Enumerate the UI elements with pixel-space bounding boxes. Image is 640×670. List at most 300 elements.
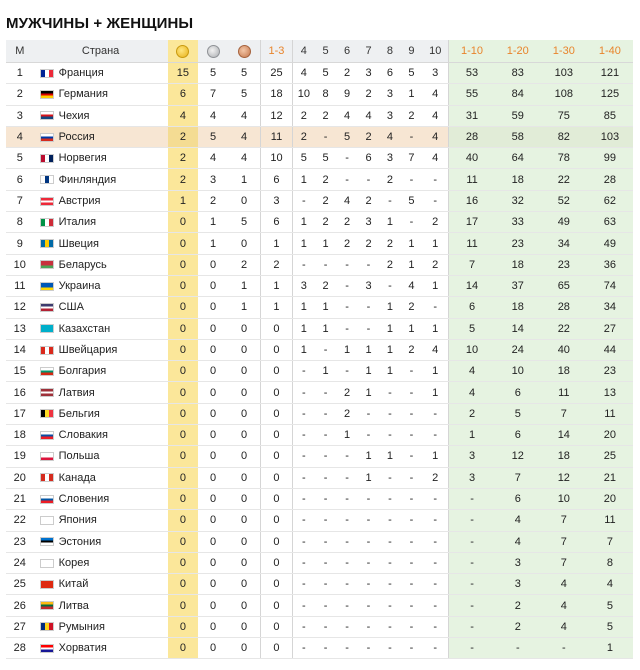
- cell-top10: 3: [449, 467, 495, 488]
- cell-top40: 1: [587, 638, 633, 659]
- cell-bronze: 5: [228, 63, 261, 84]
- cell-p7: 3: [358, 212, 379, 233]
- cell-p6: -: [336, 467, 357, 488]
- cell-p5: 2: [315, 169, 336, 190]
- cell-p10: -: [422, 574, 449, 595]
- cell-silver: 0: [198, 297, 228, 318]
- cell-top30: 7: [541, 531, 587, 552]
- cell-top30: 7: [541, 552, 587, 573]
- cell-top3: 0: [261, 425, 293, 446]
- col-silver[interactable]: [198, 40, 228, 63]
- country-name[interactable]: Хорватия: [58, 642, 107, 655]
- cell-country[interactable]: [34, 616, 168, 637]
- cell-country[interactable]: [34, 254, 168, 275]
- cell-p5: 1: [315, 361, 336, 382]
- cell-rank: 12: [6, 297, 34, 318]
- cell-p8: -: [379, 552, 400, 573]
- cell-top40: 25: [587, 446, 633, 467]
- cell-bronze: 0: [228, 595, 261, 616]
- cell-country[interactable]: [34, 169, 168, 190]
- country-name[interactable]: Чехия: [58, 109, 90, 122]
- country-name[interactable]: Япония: [58, 514, 97, 527]
- cell-top10: 16: [449, 190, 495, 211]
- country-flag-icon: [40, 239, 54, 248]
- cell-silver: 0: [198, 552, 228, 573]
- cell-top20: 23: [495, 233, 541, 254]
- cell-p8: 3: [379, 148, 400, 169]
- table-row[interactable]: [6, 510, 633, 531]
- cell-p8: -: [379, 510, 400, 531]
- cell-top10: -: [449, 531, 495, 552]
- cell-top3: 2: [261, 254, 293, 275]
- country-flag-icon: [40, 388, 54, 397]
- cell-country[interactable]: [34, 531, 168, 552]
- table-row[interactable]: [6, 425, 633, 446]
- cell-top20: 3: [495, 552, 541, 573]
- col-top30[interactable]: 1-30: [541, 40, 587, 63]
- cell-country[interactable]: [34, 212, 168, 233]
- cell-silver: 4: [198, 148, 228, 169]
- cell-p8: -: [379, 574, 400, 595]
- country-name[interactable]: Корея: [58, 556, 90, 569]
- cell-top20: 6: [495, 425, 541, 446]
- table-row[interactable]: [6, 63, 633, 84]
- country-name[interactable]: Словения: [58, 493, 110, 506]
- table-row[interactable]: [6, 148, 633, 169]
- cell-p8: 6: [379, 63, 400, 84]
- cell-p9: 4: [401, 275, 422, 296]
- cell-rank: 21: [6, 488, 34, 509]
- cell-p7: 2: [358, 233, 379, 254]
- cell-top20: 64: [495, 148, 541, 169]
- cell-country[interactable]: [34, 126, 168, 147]
- cell-top30: -: [541, 638, 587, 659]
- cell-bronze: 1: [228, 275, 261, 296]
- col-bronze[interactable]: [228, 40, 261, 63]
- cell-p8: 1: [379, 339, 400, 360]
- cell-p4: -: [292, 510, 315, 531]
- cell-top40: 99: [587, 148, 633, 169]
- cell-p8: -: [379, 638, 400, 659]
- cell-silver: 1: [198, 233, 228, 254]
- cell-top10: 31: [449, 105, 495, 126]
- cell-top40: 85: [587, 105, 633, 126]
- cell-top20: 83: [495, 63, 541, 84]
- cell-silver: 0: [198, 595, 228, 616]
- cell-p7: -: [358, 616, 379, 637]
- country-flag-icon: [40, 197, 54, 206]
- cell-country[interactable]: [34, 510, 168, 531]
- cell-top10: 55: [449, 84, 495, 105]
- cell-country[interactable]: [34, 403, 168, 424]
- country-name[interactable]: Италия: [58, 216, 97, 229]
- cell-bronze: 0: [228, 446, 261, 467]
- cell-top20: 12: [495, 446, 541, 467]
- cell-top40: 20: [587, 488, 633, 509]
- country-name[interactable]: Эстония: [58, 535, 102, 548]
- cell-top20: 18: [495, 169, 541, 190]
- cell-top10: 11: [449, 169, 495, 190]
- cell-bronze: 4: [228, 148, 261, 169]
- cell-top40: 8: [587, 552, 633, 573]
- table-row[interactable]: [6, 212, 633, 233]
- cell-country[interactable]: [34, 190, 168, 211]
- cell-top3: 0: [261, 552, 293, 573]
- table-row[interactable]: [6, 339, 633, 360]
- cell-rank: 5: [6, 148, 34, 169]
- col-top20[interactable]: 1-20: [495, 40, 541, 63]
- cell-rank: 19: [6, 446, 34, 467]
- cell-top20: 4: [495, 510, 541, 531]
- cell-p6: -: [336, 275, 357, 296]
- cell-p10: 2: [422, 254, 449, 275]
- col-p5[interactable]: 5: [315, 40, 336, 63]
- country-name[interactable]: Румыния: [58, 620, 105, 633]
- cell-country[interactable]: [34, 446, 168, 467]
- cell-p5: 5: [315, 63, 336, 84]
- country-name[interactable]: Китай: [58, 578, 89, 591]
- cell-top3: 1: [261, 297, 293, 318]
- cell-p5: -: [315, 403, 336, 424]
- cell-country[interactable]: [34, 297, 168, 318]
- cell-country[interactable]: [34, 84, 168, 105]
- cell-top30: 78: [541, 148, 587, 169]
- cell-top40: 7: [587, 531, 633, 552]
- cell-top40: 11: [587, 403, 633, 424]
- cell-silver: 0: [198, 254, 228, 275]
- cell-country[interactable]: [34, 638, 168, 659]
- cell-rank: 17: [6, 403, 34, 424]
- cell-country[interactable]: [34, 488, 168, 509]
- col-p9[interactable]: 9: [401, 40, 422, 63]
- cell-top3: 18: [261, 84, 293, 105]
- cell-p9: 2: [401, 339, 422, 360]
- table-row[interactable]: [6, 254, 633, 275]
- cell-top30: 65: [541, 275, 587, 296]
- table-row[interactable]: [6, 488, 633, 509]
- cell-p10: -: [422, 510, 449, 531]
- cell-silver: 5: [198, 63, 228, 84]
- cell-top20: 3: [495, 574, 541, 595]
- cell-silver: 0: [198, 339, 228, 360]
- table-row[interactable]: [6, 126, 633, 147]
- table-row[interactable]: [6, 361, 633, 382]
- cell-p4: -: [292, 425, 315, 446]
- cell-silver: 2: [198, 190, 228, 211]
- cell-p8: -: [379, 275, 400, 296]
- country-name[interactable]: Украина: [58, 280, 101, 293]
- cell-p4: 4: [292, 63, 315, 84]
- table-row[interactable]: [6, 446, 633, 467]
- cell-country[interactable]: [34, 382, 168, 403]
- col-p6[interactable]: 6: [336, 40, 357, 63]
- cell-rank: 25: [6, 574, 34, 595]
- country-flag-icon: [40, 367, 54, 376]
- cell-p6: -: [336, 169, 357, 190]
- cell-country[interactable]: [34, 467, 168, 488]
- cell-top10: 4: [449, 382, 495, 403]
- cell-p9: -: [401, 552, 422, 573]
- cell-top3: 0: [261, 595, 293, 616]
- cell-gold: 0: [168, 531, 199, 552]
- cell-country[interactable]: [34, 233, 168, 254]
- cell-p5: 1: [315, 233, 336, 254]
- table-row[interactable]: [6, 169, 633, 190]
- cell-top40: 34: [587, 297, 633, 318]
- cell-gold: 0: [168, 574, 199, 595]
- country-name[interactable]: Польша: [58, 450, 100, 463]
- country-name[interactable]: Казахстан: [58, 322, 111, 335]
- cell-p9: -: [401, 638, 422, 659]
- country-name[interactable]: Беларусь: [58, 258, 107, 271]
- table-row[interactable]: [6, 318, 633, 339]
- country-name[interactable]: Австрия: [58, 194, 101, 207]
- cell-p5: 2: [315, 105, 336, 126]
- table-row[interactable]: [6, 467, 633, 488]
- cell-top20: 18: [495, 254, 541, 275]
- cell-gold: 0: [168, 446, 199, 467]
- table-row[interactable]: [6, 552, 633, 573]
- cell-p7: 6: [358, 148, 379, 169]
- country-flag-icon: [40, 154, 54, 163]
- cell-p9: -: [401, 212, 422, 233]
- country-flag-icon: [40, 69, 54, 78]
- cell-p8: -: [379, 425, 400, 446]
- cell-country[interactable]: [34, 361, 168, 382]
- cell-p8: 1: [379, 361, 400, 382]
- cell-country[interactable]: [34, 63, 168, 84]
- cell-top40: 49: [587, 233, 633, 254]
- cell-top20: 84: [495, 84, 541, 105]
- cell-silver: 0: [198, 467, 228, 488]
- cell-gold: 0: [168, 254, 199, 275]
- table-row[interactable]: [6, 382, 633, 403]
- cell-gold: 0: [168, 510, 199, 531]
- country-name[interactable]: Канада: [58, 471, 96, 484]
- col-gold[interactable]: [168, 40, 199, 63]
- cell-country[interactable]: [34, 574, 168, 595]
- cell-p6: -: [336, 446, 357, 467]
- cell-top10: -: [449, 595, 495, 616]
- cell-silver: 0: [198, 574, 228, 595]
- cell-top20: -: [495, 638, 541, 659]
- cell-gold: 0: [168, 488, 199, 509]
- cell-gold: 0: [168, 382, 199, 403]
- cell-p9: -: [401, 616, 422, 637]
- country-name[interactable]: Словакия: [58, 429, 108, 442]
- cell-p4: 1: [292, 212, 315, 233]
- cell-p9: 2: [401, 297, 422, 318]
- cell-p8: 2: [379, 233, 400, 254]
- cell-p10: -: [422, 169, 449, 190]
- cell-gold: 0: [168, 467, 199, 488]
- cell-top20: 5: [495, 403, 541, 424]
- cell-p6: 4: [336, 190, 357, 211]
- cell-top20: 10: [495, 361, 541, 382]
- col-top10[interactable]: 1-10: [449, 40, 495, 63]
- cell-silver: 0: [198, 318, 228, 339]
- cell-top40: 23: [587, 361, 633, 382]
- cell-gold: 0: [168, 616, 199, 637]
- cell-bronze: 5: [228, 84, 261, 105]
- country-name[interactable]: Норвегия: [58, 152, 107, 165]
- country-name[interactable]: Швейцария: [58, 344, 118, 356]
- table-row[interactable]: [6, 105, 633, 126]
- cell-p9: 1: [401, 254, 422, 275]
- cell-top3: 1: [261, 233, 293, 254]
- cell-p8: 1: [379, 212, 400, 233]
- cell-top3: 0: [261, 446, 293, 467]
- cell-p7: 1: [358, 446, 379, 467]
- country-name[interactable]: Бельгия: [58, 407, 100, 420]
- col-p8[interactable]: 8: [379, 40, 400, 63]
- table-row[interactable]: [6, 84, 633, 105]
- col-p4[interactable]: 4: [292, 40, 315, 63]
- cell-p6: 9: [336, 84, 357, 105]
- cell-top3: 10: [261, 148, 293, 169]
- cell-p5: -: [315, 595, 336, 616]
- cell-p5: -: [315, 510, 336, 531]
- cell-p8: -: [379, 531, 400, 552]
- table-row[interactable]: [6, 595, 633, 616]
- cell-top20: 6: [495, 382, 541, 403]
- cell-gold: 0: [168, 425, 199, 446]
- cell-rank: 6: [6, 169, 34, 190]
- table-row[interactable]: [6, 531, 633, 552]
- cell-top30: 11: [541, 382, 587, 403]
- cell-bronze: 2: [228, 254, 261, 275]
- country-name[interactable]: Франция: [58, 67, 104, 80]
- cell-p6: -: [336, 531, 357, 552]
- country-name[interactable]: Германия: [58, 88, 108, 101]
- cell-top30: 23: [541, 254, 587, 275]
- cell-rank: 4: [6, 126, 34, 147]
- cell-p5: -: [315, 254, 336, 275]
- cell-p8: 2: [379, 254, 400, 275]
- country-name[interactable]: Латвия: [58, 386, 95, 399]
- cell-bronze: 0: [228, 574, 261, 595]
- cell-top30: 82: [541, 126, 587, 147]
- table-row[interactable]: [6, 574, 633, 595]
- table-row[interactable]: [6, 403, 633, 424]
- cell-top30: 28: [541, 297, 587, 318]
- cell-rank: 28: [6, 638, 34, 659]
- cell-p10: 2: [422, 467, 449, 488]
- cell-country[interactable]: [34, 275, 168, 296]
- cell-p10: -: [422, 403, 449, 424]
- country-name[interactable]: Россия: [58, 131, 95, 144]
- cell-country[interactable]: [34, 105, 168, 126]
- cell-gold: 15: [168, 63, 199, 84]
- cell-country[interactable]: [34, 425, 168, 446]
- country-name[interactable]: США: [58, 301, 84, 314]
- col-rank[interactable]: М: [6, 40, 34, 63]
- cell-p9: -: [401, 595, 422, 616]
- cell-country[interactable]: [34, 595, 168, 616]
- cell-p5: -: [315, 531, 336, 552]
- cell-p4: 5: [292, 148, 315, 169]
- cell-p6: -: [336, 254, 357, 275]
- table-row[interactable]: [6, 638, 633, 659]
- cell-p9: -: [401, 361, 422, 382]
- table-row[interactable]: [6, 275, 633, 296]
- cell-p9: -: [401, 574, 422, 595]
- cell-top30: 108: [541, 84, 587, 105]
- cell-gold: 0: [168, 212, 199, 233]
- cell-p5: -: [315, 339, 336, 360]
- country-name[interactable]: Швеция: [58, 237, 99, 250]
- cell-p10: 1: [422, 361, 449, 382]
- cell-country[interactable]: [34, 552, 168, 573]
- col-top3[interactable]: 1-3: [261, 40, 293, 63]
- cell-p7: 3: [358, 63, 379, 84]
- table-row[interactable]: [6, 190, 633, 211]
- cell-p10: -: [422, 638, 449, 659]
- cell-p8: 4: [379, 126, 400, 147]
- country-flag-icon: [40, 90, 54, 99]
- cell-top20: 7: [495, 467, 541, 488]
- country-flag-icon: [40, 260, 54, 269]
- table-row[interactable]: [6, 233, 633, 254]
- col-country[interactable]: Страна: [34, 40, 168, 63]
- cell-p5: -: [315, 126, 336, 147]
- cell-p6: -: [336, 552, 357, 573]
- cell-top3: 1: [261, 275, 293, 296]
- country-name[interactable]: Литва: [58, 599, 89, 612]
- cell-p6: 2: [336, 63, 357, 84]
- cell-p5: 5: [315, 148, 336, 169]
- cell-country[interactable]: [34, 148, 168, 169]
- cell-top3: 12: [261, 105, 293, 126]
- cell-p9: 1: [401, 84, 422, 105]
- cell-top30: 4: [541, 574, 587, 595]
- country-name[interactable]: Болгария: [58, 365, 107, 378]
- cell-top40: 62: [587, 190, 633, 211]
- table-row[interactable]: [6, 616, 633, 637]
- cell-country[interactable]: [34, 339, 168, 360]
- cell-top40: 21: [587, 467, 633, 488]
- cell-top10: -: [449, 510, 495, 531]
- cell-p7: 2: [358, 190, 379, 211]
- country-name[interactable]: Финляндия: [58, 173, 117, 186]
- col-p10[interactable]: 10: [422, 40, 449, 63]
- cell-p6: 1: [336, 425, 357, 446]
- cell-p5: 8: [315, 84, 336, 105]
- cell-p6: 2: [336, 382, 357, 403]
- cell-p9: 1: [401, 318, 422, 339]
- country-flag-icon: [40, 175, 54, 184]
- cell-top10: -: [449, 574, 495, 595]
- cell-country[interactable]: [34, 318, 168, 339]
- col-top40[interactable]: 1-40: [587, 40, 633, 63]
- cell-p7: -: [358, 510, 379, 531]
- cell-top30: 4: [541, 616, 587, 637]
- cell-p9: -: [401, 446, 422, 467]
- cell-bronze: 0: [228, 382, 261, 403]
- cell-top30: 4: [541, 595, 587, 616]
- cell-silver: 1: [198, 212, 228, 233]
- col-p7[interactable]: 7: [358, 40, 379, 63]
- country-flag-icon: [40, 516, 54, 525]
- cell-top10: 6: [449, 297, 495, 318]
- cell-p8: -: [379, 403, 400, 424]
- table-row[interactable]: [6, 297, 633, 318]
- cell-top10: 14: [449, 275, 495, 296]
- cell-p7: 1: [358, 361, 379, 382]
- cell-top3: 0: [261, 339, 293, 360]
- cell-p4: -: [292, 446, 315, 467]
- cell-top20: 18: [495, 297, 541, 318]
